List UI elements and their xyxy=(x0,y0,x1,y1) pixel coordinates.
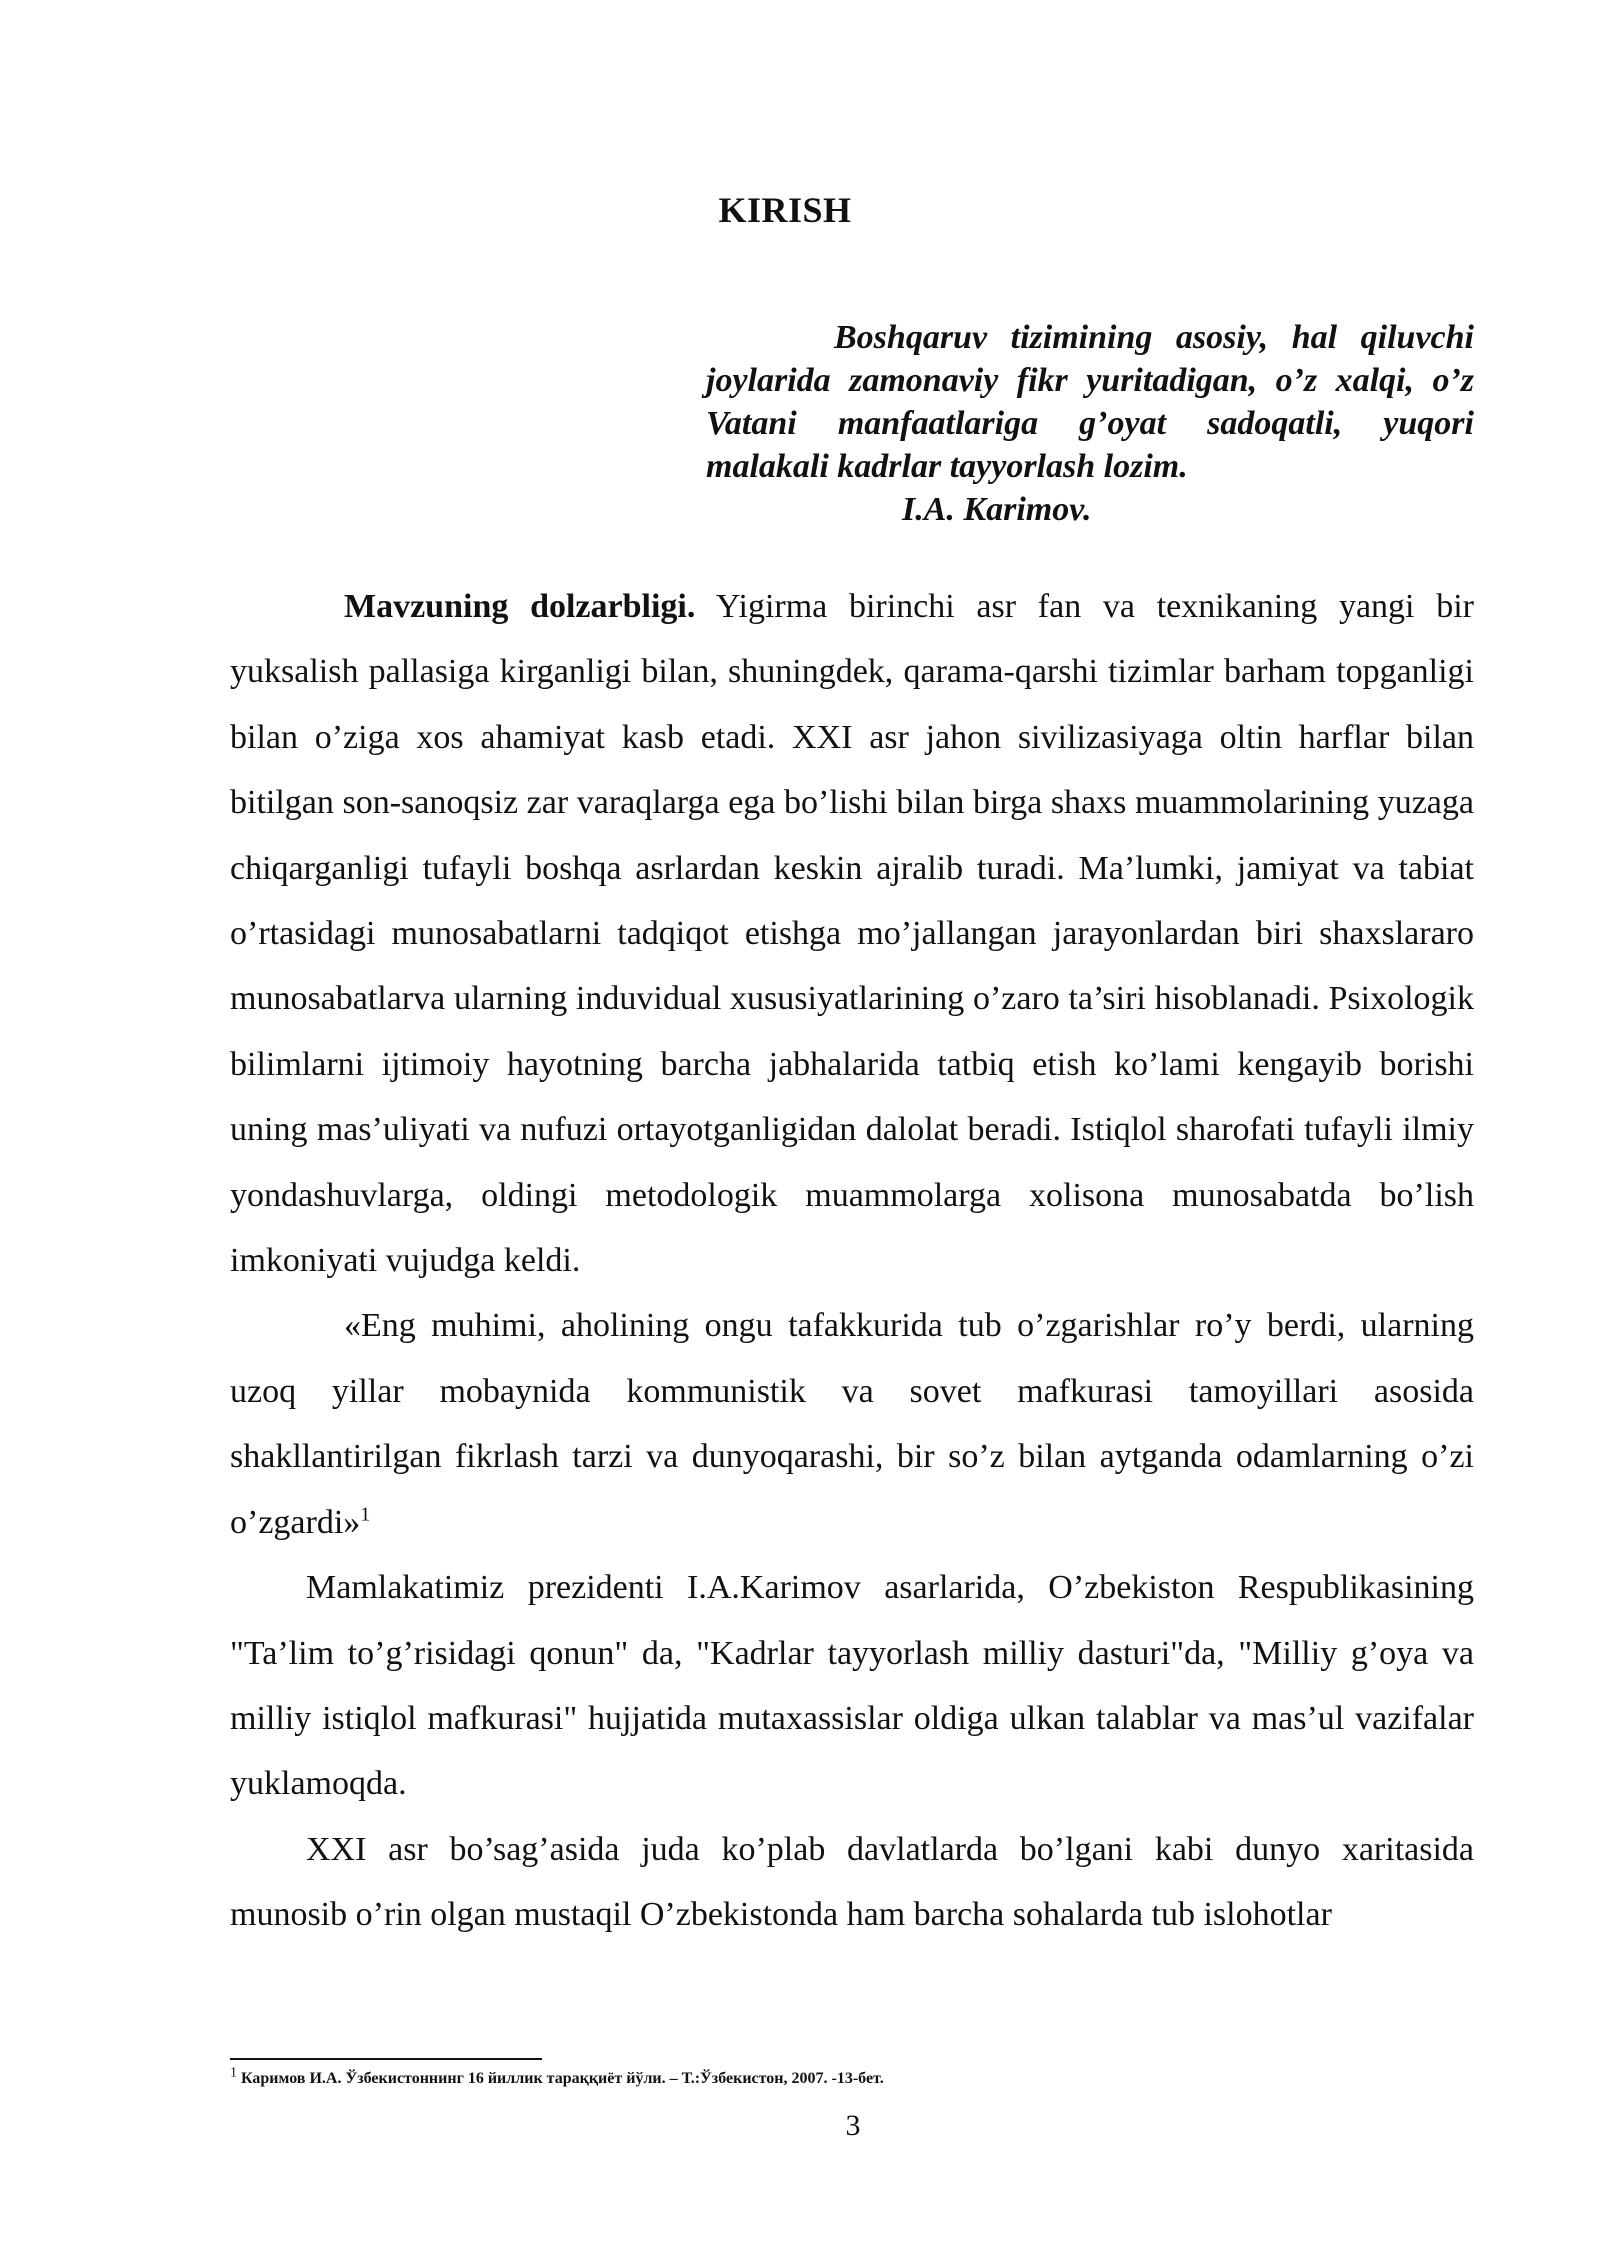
section-title: KIRISH xyxy=(718,190,852,230)
paragraph-reforms: XXI asr bo’sag’asida juda ko’plab davlatlarda bo’lgani kabi dunyo xaritasida munosib o’rin olgan mustaqil O’zbekistonda ham barcha sohalarda tub islohotlar xyxy=(230,1830,1474,1934)
footnote-number: 1 xyxy=(230,2065,237,2081)
footnote xyxy=(230,2066,1474,2092)
footnote-text: Каримов И.А. Ўзбекистоннинг 16 йиллик тараққиёт йўли. – Т.:Ўзбекистон, 2007. -13-бет. xyxy=(237,2070,884,2087)
body-text xyxy=(230,574,1474,1948)
paragraph-quote-text: «Eng muhimi, aholining ongu tafakkurida tub o’zgarishlar ro’y berdi, ularning uzoq yillar mobaynida kommunistik va sovet mafkurasi tamoyillari asosida shakllantirilgan fikrlash tarzi va dunyoqarashi, bir so’z bilan aytganda odamlarning o’zi o’zgardi» xyxy=(230,1307,1474,1541)
epigraph-text: Boshqaruv tizimining asosiy, hal qiluvchi joylarida zamonaviy fikr yuritadigan, o’z xalqi, o’z Vatani manfaatlariga g’oyat sadoqatli, yuqori malakali kadrlar tayyorlash lozim. xyxy=(706,319,1474,485)
footnote-reference[interactable]: 1 xyxy=(360,1503,371,1526)
footnote-divider xyxy=(230,2058,542,2060)
paragraph-relevance-text: Yigirma birinchi asr fan va texnikaning yangi bir yuksalish pallasiga kirganligi bilan, shuningdek, qarama-qarshi tizimlar barham topganligi bilan o’ziga xos ahamiyat kasb etadi. XXI asr jahon sivilizasiyaga oltin harflar bilan bitilgan son-sanoqsiz zar varaqlarga ega bo’lishi bilan birga shaxs muammolarining yuzaga chiqarganligi tufayli boshqa asrlardan keskin ajralib turadi. Ma’lumki, jamiyat va tabiat o’rtasidagi munosabatlarni tadqiqot etishga mo’jallangan jarayonlardan biri shaxslararo munosabatlarva ularning induvidual xususiyatlarining o’zaro ta’siri hisoblanadi. Psixologik bilimlarni ijtimoiy hayotning barcha jabhalarida tatbiq etish ko’lami kengayib borishi uning mas’uliyati va nufuzi ortayotganligidan dalolat beradi. Istiqlol sharofati tufayli ilmiy yondashuvlarga, oldingi metodologik muammolarga xolisona munosabatda bo’lish imkoniyati vujudga keldi. xyxy=(230,588,1474,1280)
paragraph-lead-heading: Mavzuning dolzarbligi. xyxy=(344,588,696,625)
epigraph-author: I.A. Karimov. xyxy=(902,491,1092,528)
paragraph-quote xyxy=(230,1293,1474,1555)
paragraph-president-works: Mamlakatimiz prezidenti I.A.Karimov asarlarida, O’zbekiston Respublikasining "Ta’lim to’g’risidagi qonun" da, "Kadrlar tayyorlash milliy dasturi"da, "Milliy g’oya va milliy istiqlol mafkurasi" hujjatida mutaxassislar oldiga ulkan talablar va mas’ul vazifalar yuklamoqda. xyxy=(230,1569,1474,1803)
paragraph-relevance xyxy=(230,574,1474,1293)
page-number: 3 xyxy=(845,2109,861,2142)
epigraph xyxy=(706,316,1474,531)
